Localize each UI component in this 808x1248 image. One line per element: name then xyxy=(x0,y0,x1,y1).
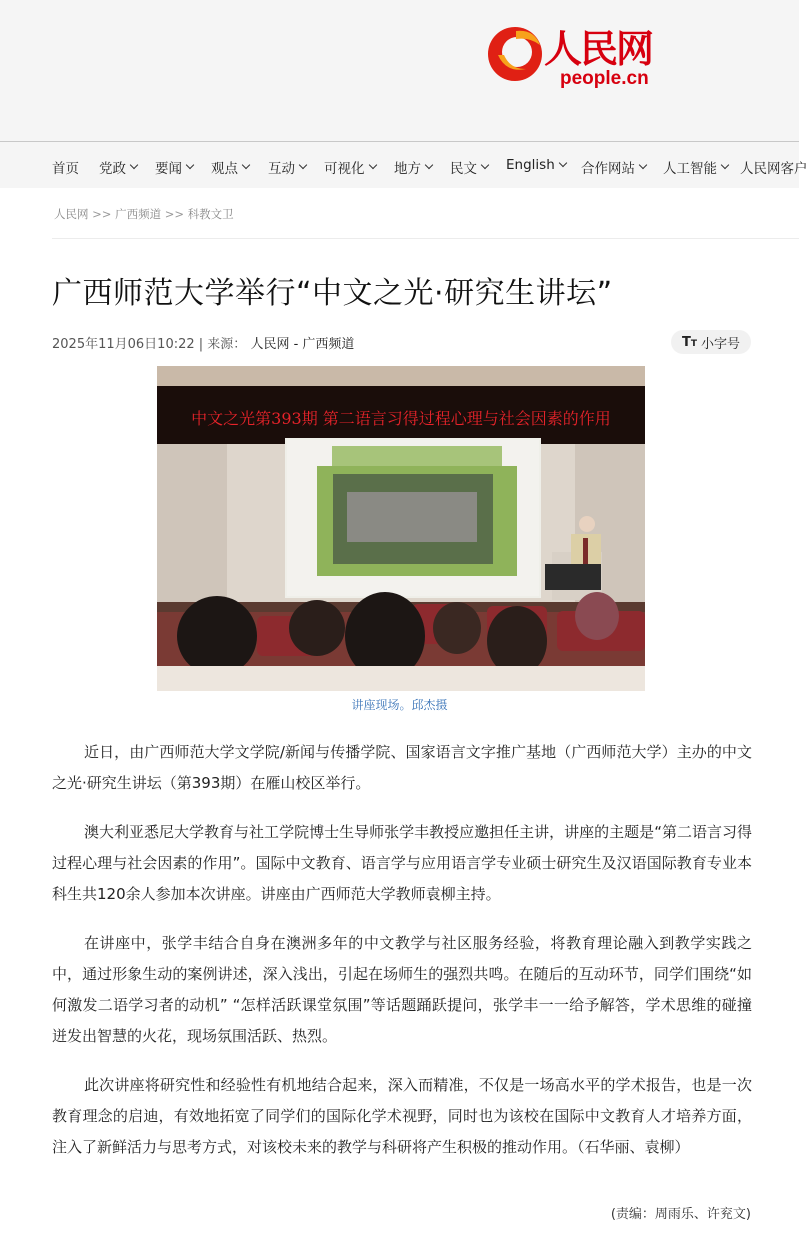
breadcrumb-separator: >> xyxy=(92,207,112,221)
article-paragraph: 此次讲座将研究性和经验性有机地结合起来，深入而精准，不仅是一场高水平的学术报告，也是一次教育理念的启迪，有效地拓宽了同学们的国际化学术视野，同时也为该校在国际中文教育人才培养方面，注入了新鲜活力与思考方式，对该校未来的教学与科研将产生积极的推动作用。（石华丽、袁柳） xyxy=(52,1076,752,1156)
nav-item-hudong[interactable] xyxy=(268,157,306,177)
people-logo-icon xyxy=(486,25,544,83)
chevron-down-icon xyxy=(242,161,250,169)
publish-datetime: 2025年11月06日10:22 xyxy=(52,337,195,352)
logo-text-cn: 人民网 xyxy=(544,26,653,71)
article-title: 广西师范大学举行“中文之光·研究生讲坛” xyxy=(52,276,613,311)
nav-item-label: 人民网客户 xyxy=(740,161,808,177)
nav-item-home[interactable] xyxy=(52,157,79,177)
nav-item-label: 民文 xyxy=(450,161,477,177)
chevron-down-icon xyxy=(425,161,433,169)
nav-item-label: 人工智能 xyxy=(663,161,717,177)
nav-item-yaowen[interactable] xyxy=(155,157,193,177)
nav-item-label: English xyxy=(506,157,555,173)
breadcrumb-link-guangxi[interactable]: 广西频道 xyxy=(115,207,162,221)
nav-item-label: 首页 xyxy=(52,161,79,177)
article-paragraph: 在讲座中，张学丰结合自身在澳洲多年的中文教学与社区服务经验，将教育理论融入到教学实践之中，通过形象生动的案例讲述，深入浅出，引起在场师生的强烈共鸣。在随后的互动环节，同学们围绕“如何激发二语学习者的动机” “怎样活跃课堂氛围”等话题踊跃提问，张学丰一一给予解答，学术思维的碰撞迸发出智慧的火花，现场氛围活跃、热烈。 xyxy=(52,934,752,1045)
nav-item-label: 合作网站 xyxy=(581,161,635,177)
source-link[interactable]: 人民网 - 广西频道 xyxy=(250,337,355,352)
article-paragraph: 近日，由广西师范大学文学院/新闻与传播学院、国家语言文字推广基地（广西师范大学）主办的中文之光·研究生讲坛（第393期）在雁山校区举行。 xyxy=(52,743,752,792)
chevron-down-icon xyxy=(721,161,729,169)
editor-credit: (责编：周雨乐、许兖文) xyxy=(610,1207,751,1222)
breadcrumb-link-people[interactable]: 人民网 xyxy=(54,207,89,221)
font-size-icon: TT xyxy=(681,334,697,350)
chevron-down-icon xyxy=(130,161,138,169)
source-prefix: | 来源： xyxy=(198,337,247,352)
nav-item-keshihua[interactable] xyxy=(324,157,376,177)
chevron-down-icon xyxy=(368,161,376,169)
site-header xyxy=(0,0,799,141)
chevron-down-icon xyxy=(481,161,489,169)
article-meta xyxy=(52,333,354,352)
nav-item-ai[interactable] xyxy=(663,157,728,177)
nav-item-difang[interactable] xyxy=(394,157,432,177)
chevron-down-icon xyxy=(186,161,194,169)
chevron-down-icon xyxy=(559,159,567,167)
nav-item-dangzheng[interactable] xyxy=(99,157,137,177)
nav-item-label: 地方 xyxy=(394,161,421,177)
article-paragraph: 澳大利亚悉尼大学教育与社工学院博士生导师张学丰教授应邀担任主讲，讲座的主题是“第二语言习得过程心理与社会因素的作用”。国际中文教育、语言学与应用语言学专业硕士研究生及汉语国际教育专业本科生共120余人参加本次讲座。讲座由广西师范大学教师袁柳主持。 xyxy=(52,823,752,903)
font-size-toggle-button[interactable] xyxy=(671,330,751,354)
breadcrumb-separator: >> xyxy=(164,207,185,221)
breadcrumb xyxy=(54,206,234,222)
main-nav xyxy=(0,141,808,188)
divider xyxy=(52,238,799,239)
photo-caption: 讲座现场。邱杰摄 xyxy=(351,698,448,712)
logo-text-en: people.cn xyxy=(560,68,649,89)
nav-item-client[interactable] xyxy=(740,157,808,177)
site-logo[interactable] xyxy=(486,22,662,88)
article-photo xyxy=(157,366,645,691)
slide-banner-text: 中文之光第393期 第二语言习得过程心理与社会因素的作用 xyxy=(191,409,611,428)
nav-item-label: 观点 xyxy=(211,161,238,177)
nav-item-label: 互动 xyxy=(268,161,295,177)
nav-item-label: 要闻 xyxy=(155,161,182,177)
nav-item-label: 可视化 xyxy=(324,161,365,177)
lecture-photo-illustration xyxy=(157,366,645,691)
chevron-down-icon xyxy=(299,161,307,169)
font-size-toggle-label: 小字号 xyxy=(701,336,741,352)
nav-item-guandian[interactable] xyxy=(211,157,249,177)
chevron-down-icon xyxy=(639,161,647,169)
nav-item-partners[interactable] xyxy=(581,157,646,177)
breadcrumb-link-kejiao[interactable]: 科教文卫 xyxy=(187,207,234,221)
nav-item-label: 党政 xyxy=(99,161,126,177)
nav-item-minwen[interactable] xyxy=(450,157,488,177)
nav-item-english[interactable] xyxy=(506,157,566,173)
